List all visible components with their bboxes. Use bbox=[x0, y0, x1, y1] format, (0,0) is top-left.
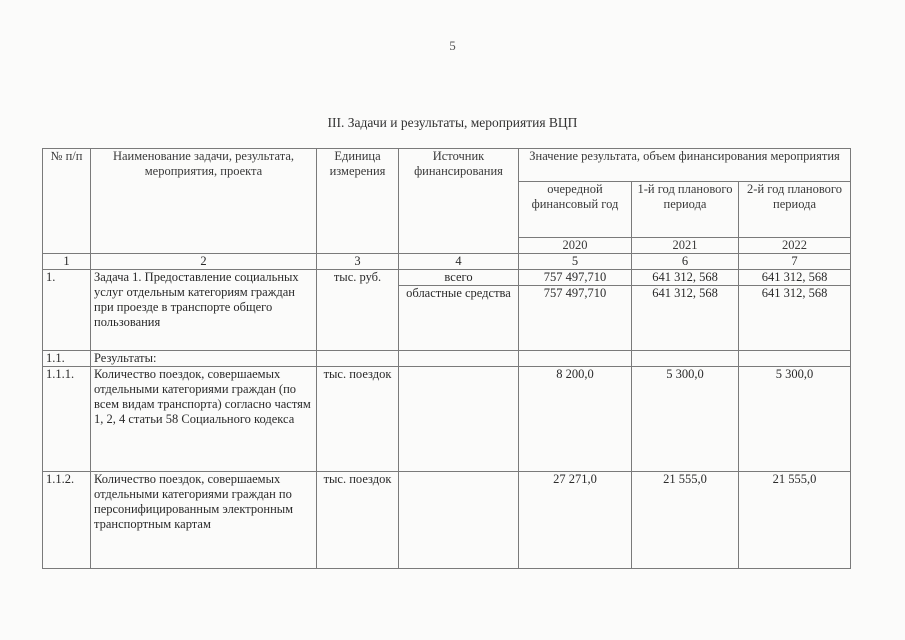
header-unit: Единица измерения bbox=[317, 149, 399, 254]
header-num: № п/п bbox=[43, 149, 91, 254]
results-label-row bbox=[43, 351, 851, 367]
result-row bbox=[43, 472, 851, 569]
result-value-2021: 21 555,0 bbox=[632, 472, 739, 569]
value-2021: 641 312, 568 bbox=[632, 270, 739, 286]
results-label: Результаты: bbox=[91, 351, 317, 367]
result-value-2022: 5 300,0 bbox=[739, 367, 851, 472]
col-number: 1 bbox=[43, 254, 91, 270]
result-value-2021: 5 300,0 bbox=[632, 367, 739, 472]
result-value-2020: 27 271,0 bbox=[519, 472, 632, 569]
header-plan-year-1: 1-й год планового периода bbox=[632, 181, 739, 237]
result-num: 1.1.2. bbox=[43, 472, 91, 569]
value-2022: 641 312, 568 bbox=[739, 286, 851, 351]
empty-cell bbox=[632, 351, 739, 367]
task-unit: тыс. руб. bbox=[317, 270, 399, 351]
result-unit: тыс. поездок bbox=[317, 367, 399, 472]
results-num: 1.1. bbox=[43, 351, 91, 367]
header-value-group: Значение результата, объем финансирования мероприятия bbox=[519, 149, 851, 182]
table-header-row bbox=[43, 149, 851, 182]
result-source bbox=[399, 367, 519, 472]
header-year-2022: 2022 bbox=[739, 237, 851, 253]
header-name: Наименование задачи, результата, мероприятия, проекта bbox=[91, 149, 317, 254]
empty-cell bbox=[317, 351, 399, 367]
col-number: 7 bbox=[739, 254, 851, 270]
section-title: III. Задачи и результаты, мероприятия ВЦП bbox=[327, 115, 578, 130]
empty-cell bbox=[519, 351, 632, 367]
header-current-year: очередной финансовый год bbox=[519, 181, 632, 237]
col-number: 5 bbox=[519, 254, 632, 270]
column-numbers-row bbox=[43, 254, 851, 270]
task-row bbox=[43, 270, 851, 286]
header-year-2020: 2020 bbox=[519, 237, 632, 253]
task-name: Задача 1. Предоставление социальных услуг отдельным категориям граждан при проезде в транспорте общего пользования bbox=[91, 270, 317, 351]
header-year-2021: 2021 bbox=[632, 237, 739, 253]
result-value-2020: 8 200,0 bbox=[519, 367, 632, 472]
empty-cell bbox=[739, 351, 851, 367]
header-plan-year-2: 2-й год планового периода bbox=[739, 181, 851, 237]
source-label: всего bbox=[399, 270, 519, 286]
value-2020: 757 497,710 bbox=[519, 270, 632, 286]
task-num: 1. bbox=[43, 270, 91, 351]
source-label: областные средства bbox=[399, 286, 519, 351]
result-source bbox=[399, 472, 519, 569]
col-number: 3 bbox=[317, 254, 399, 270]
col-number: 6 bbox=[632, 254, 739, 270]
tasks-results-table bbox=[42, 148, 851, 569]
header-source: Источник финансирования bbox=[399, 149, 519, 254]
col-number: 2 bbox=[91, 254, 317, 270]
page-number: 5 bbox=[449, 38, 456, 53]
empty-cell bbox=[399, 351, 519, 367]
result-value-2022: 21 555,0 bbox=[739, 472, 851, 569]
value-2022: 641 312, 568 bbox=[739, 270, 851, 286]
result-unit: тыс. поездок bbox=[317, 472, 399, 569]
result-name: Количество поездок, совершаемых отдельными категориями граждан по персонифицированным электронным транспортным картам bbox=[91, 472, 317, 569]
result-row bbox=[43, 367, 851, 472]
result-num: 1.1.1. bbox=[43, 367, 91, 472]
col-number: 4 bbox=[399, 254, 519, 270]
value-2021: 641 312, 568 bbox=[632, 286, 739, 351]
result-name: Количество поездок, совершаемых отдельными категориями граждан (по всем видам транспорта) согласно частям 1, 2, 4 статьи 58 Социального кодекса bbox=[91, 367, 317, 472]
value-2020: 757 497,710 bbox=[519, 286, 632, 351]
